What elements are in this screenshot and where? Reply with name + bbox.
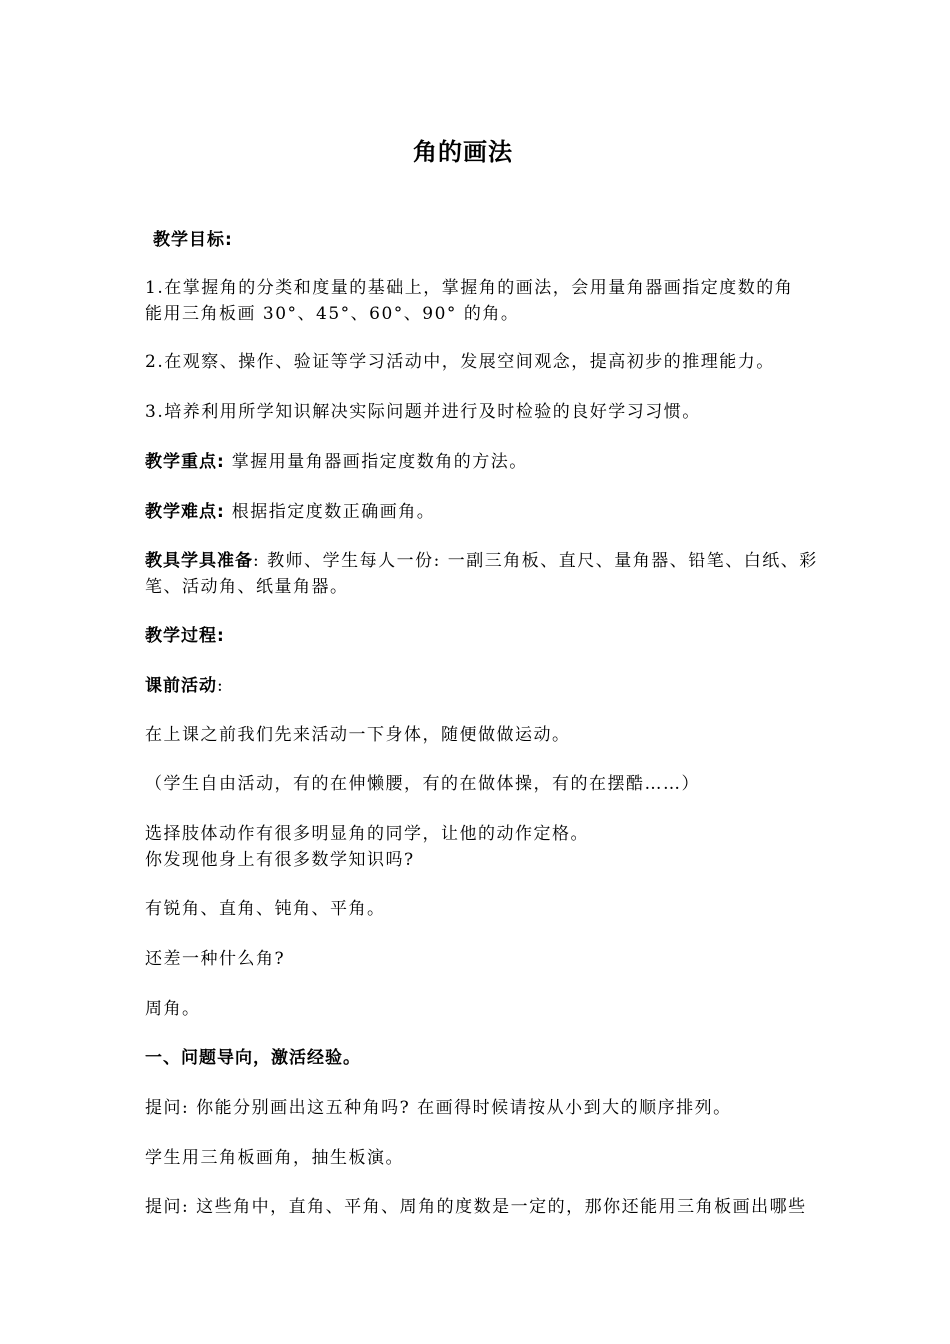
key-point — [145, 449, 815, 475]
pre-class-heading — [145, 673, 815, 699]
paragraph-4: 有锐角、直角、钝角、平角。 — [145, 899, 386, 919]
paragraph-6: 周角。 — [145, 999, 201, 1019]
tools-text-1: : 教师、学生每人一份: 一副三角板、直尺、量角器、铅笔、白纸、彩 — [253, 551, 818, 571]
pre-class-label: 课前活动 — [145, 676, 217, 696]
key-point-text: 掌握用量角器画指定度数角的方法。 — [224, 452, 528, 472]
paragraph-8: 学生用三角板画角，抽生板演。 — [145, 1148, 404, 1168]
difficulty — [145, 499, 815, 525]
difficulty-label: 教学难点: — [145, 502, 225, 522]
objective-3: 3.培养利用所学知识解决实际问题并进行及时检验的良好学习习惯。 — [145, 402, 701, 422]
objectives-heading: 教学目标: — [153, 230, 233, 250]
objective-1-line-1: 1.在掌握角的分类和度量的基础上，掌握角的画法，会用量角器画指定度数的角 — [145, 278, 794, 298]
paragraph-1: 在上课之前我们先来活动一下身体，随便做做运动。 — [145, 725, 571, 745]
objective-2: 2.在观察、操作、验证等学习活动中，发展空间观念，提高初步的推理能力。 — [145, 352, 775, 372]
process-heading: 教学过程: — [145, 626, 225, 646]
document-title: 角的画法 — [413, 138, 513, 166]
paragraph-3 — [145, 821, 815, 873]
tools-line-1 — [145, 548, 818, 574]
paragraph-5: 还差一种什么角? — [145, 949, 286, 969]
paragraph-9: 提问: 这些角中，直角、平角、周角的度数是一定的，那你还能用三角板画出哪些 — [145, 1197, 807, 1217]
paragraph-2: （学生自由活动，有的在伸懒腰，有的在做体操，有的在摆酷……） — [145, 774, 700, 794]
section-1-heading: 一、问题导向，激活经验。 — [145, 1048, 361, 1068]
paragraph-7: 提问: 你能分别画出这五种角吗? 在画得时候请按从小到大的顺序排列。 — [145, 1098, 732, 1118]
paragraph-3-line-1: 选择肢体动作有很多明显角的同学，让他的动作定格。 — [145, 824, 589, 844]
tools-line-2: 笔、活动角、纸量角器。 — [145, 577, 349, 597]
paragraph-3-line-2: 你发现他身上有很多数学知识吗? — [145, 850, 415, 870]
objective-1 — [145, 275, 815, 327]
key-point-label: 教学重点: — [145, 452, 225, 472]
objective-1-line-2: 能用三角板画 30°、45°、60°、90° 的角。 — [145, 304, 520, 324]
tools-paragraph — [145, 548, 818, 600]
difficulty-text: 根据指定度数正确画角。 — [224, 502, 436, 522]
pre-class-colon: : — [217, 676, 225, 696]
tools-label: 教具学具准备 — [145, 551, 253, 571]
